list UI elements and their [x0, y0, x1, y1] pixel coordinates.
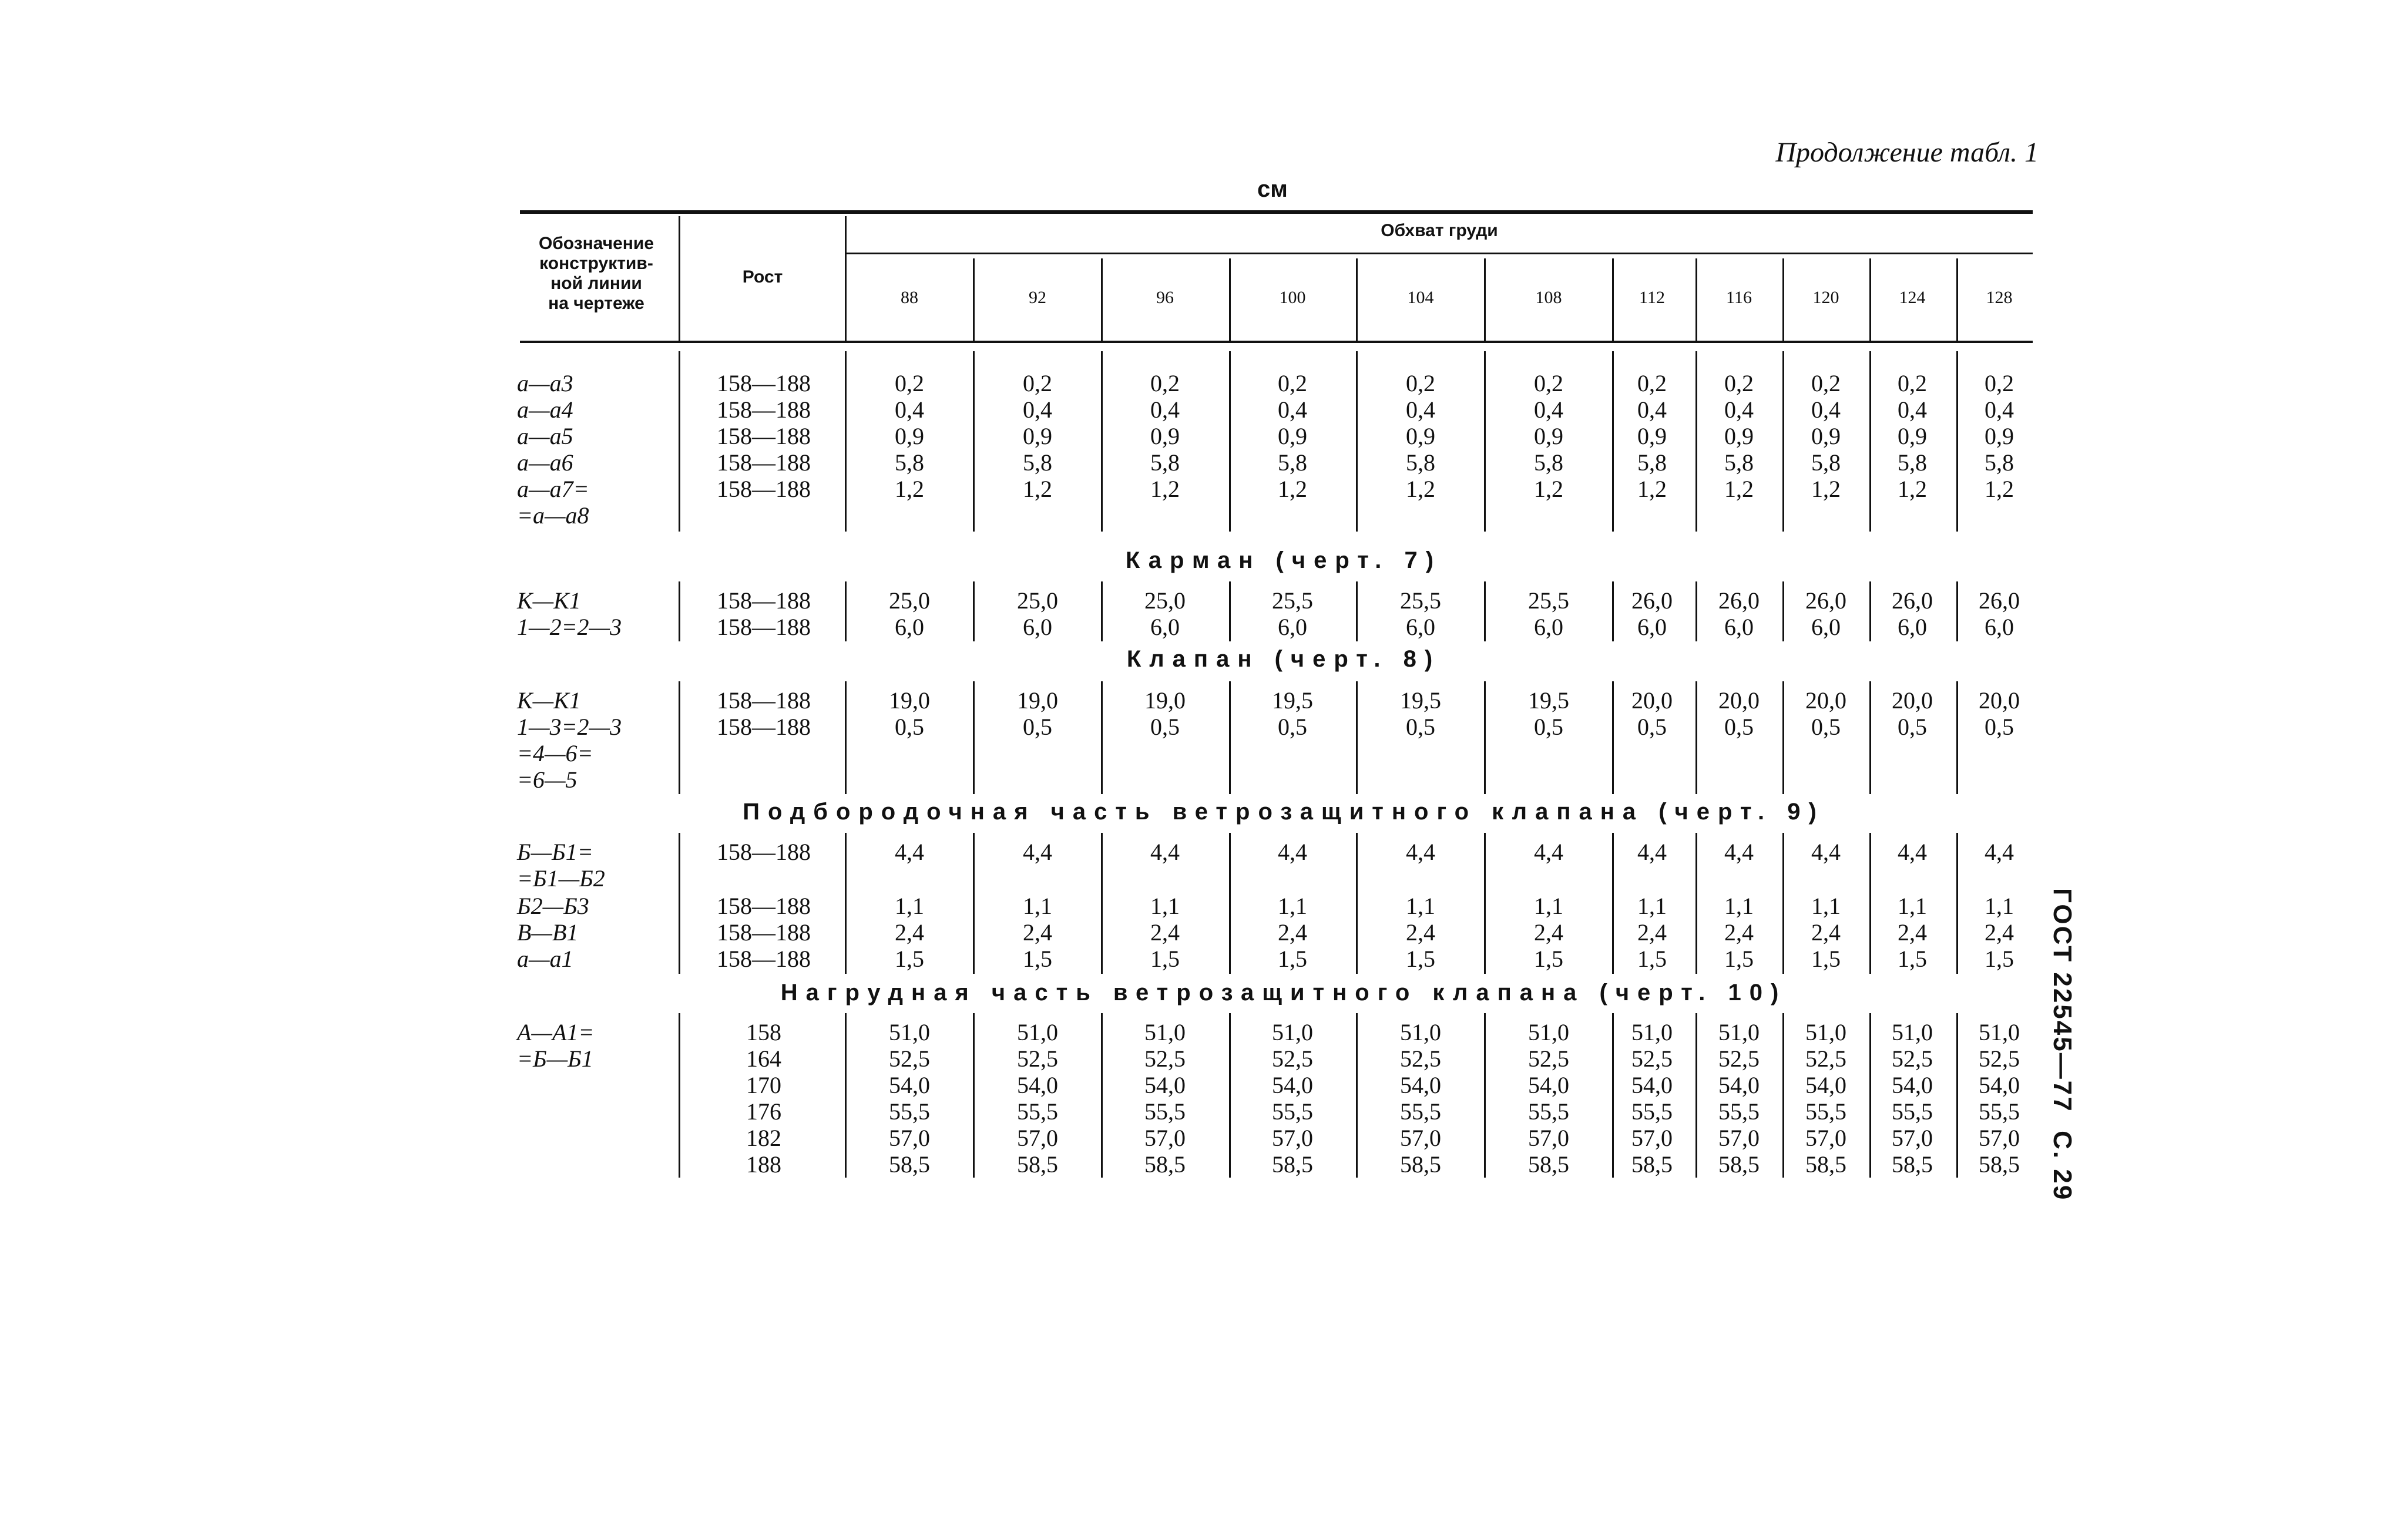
table-cell: 2,4 [1406, 919, 1435, 946]
table-cell: 0,5 [1637, 714, 1667, 740]
table-cell: 25,0 [1017, 587, 1058, 614]
header-vline [1782, 258, 1784, 341]
section-title: Клапан (черт. 8) [1126, 646, 1441, 672]
row-height: 158—188 [717, 893, 811, 919]
table-cell: 4,4 [1534, 839, 1563, 865]
body-vline [973, 1013, 975, 1178]
row-height: 158 164 170 176 182 188 [746, 1019, 781, 1178]
table-cell: 25,5 [1400, 587, 1441, 614]
table-cell: 1,5 [1534, 946, 1563, 972]
table-cell: 5,8 [1724, 449, 1754, 476]
table-cell: 0,4 [1023, 396, 1052, 423]
body-vline [1356, 581, 1358, 641]
row-designation: К—К1 [517, 587, 581, 614]
table-cell: 20,0 [1718, 687, 1760, 714]
body-vline [845, 833, 847, 974]
table-cell: 1,5 [1637, 946, 1667, 972]
table-cell: 4,4 [1724, 839, 1754, 865]
body-vline [973, 833, 975, 974]
table-cell: 0,5 [895, 714, 924, 740]
body-vline [1101, 581, 1103, 641]
table-cell: 1,1 [1637, 893, 1667, 919]
row-designation: К—К1 [517, 687, 581, 714]
table-cell: 0,5 [1724, 714, 1754, 740]
table-cell: 1,2 [1023, 476, 1052, 502]
table-cell: 0,4 [1406, 396, 1435, 423]
table-cell: 1,1 [1724, 893, 1754, 919]
header-vline [1869, 258, 1871, 341]
table-cell: 0,9 [1150, 423, 1180, 449]
table-cell: 0,9 [1985, 423, 2014, 449]
table-cell: 51,0 52,5 54,0 55,5 57,0 58,5 [1631, 1019, 1673, 1178]
header-vline [1956, 258, 1958, 341]
table-cell: 26,0 [1805, 587, 1846, 614]
table-cell: 26,0 [1979, 587, 2020, 614]
body-vline [1101, 1013, 1103, 1178]
body-vline [845, 681, 847, 794]
table-cell: 0,5 [1811, 714, 1841, 740]
body-vline [973, 581, 975, 641]
table-cell: 51,0 52,5 54,0 55,5 57,0 58,5 [889, 1019, 930, 1178]
table-cell: 0,2 [1534, 370, 1563, 396]
table-cell: 2,4 [1278, 919, 1307, 946]
table-cell: 1,5 [1898, 946, 1927, 972]
table-cell: 1,1 [1811, 893, 1841, 919]
body-vline [1101, 681, 1103, 794]
row-height: 158—188 [717, 449, 811, 476]
table-cell: 5,8 [1023, 449, 1052, 476]
header-vline [1695, 258, 1697, 341]
row-height: 158—188 [717, 423, 811, 449]
table-cell: 51,0 52,5 54,0 55,5 57,0 58,5 [1892, 1019, 1933, 1178]
table-cell: 2,4 [1637, 919, 1667, 946]
table-cell: 26,0 [1631, 587, 1673, 614]
row-designation: А—А1= =Б—Б1 [517, 1019, 595, 1072]
table-cell: 2,4 [1150, 919, 1180, 946]
row-designation: Б2—Б3 [517, 893, 589, 919]
table-cell: 0,4 [1278, 396, 1307, 423]
table-cell: 19,5 [1528, 687, 1569, 714]
row-height: 158—188 [717, 946, 811, 972]
row-designation: а—а7= =а—а8 [517, 476, 589, 529]
row-designation: В—В1 [517, 919, 579, 946]
table-cell: 5,8 [1811, 449, 1841, 476]
table-cell: 51,0 52,5 54,0 55,5 57,0 58,5 [1017, 1019, 1058, 1178]
designation-header-line: конструктив- [539, 254, 653, 273]
page-number: С. 29 [2048, 1131, 2077, 1202]
table-cell: 1,2 [1898, 476, 1927, 502]
body-vline [973, 351, 975, 532]
row-height: 158—188 [717, 476, 811, 502]
table-cell: 19,0 [1144, 687, 1186, 714]
table-cell: 1,1 [1150, 893, 1180, 919]
table-cell: 0,2 [1898, 370, 1927, 396]
table-cell: 1,5 [1023, 946, 1052, 972]
table-cell: 0,4 [1898, 396, 1927, 423]
row-height: 158—188 [717, 587, 811, 614]
table-cell: 2,4 [1898, 919, 1927, 946]
table-cell: 0,2 [1985, 370, 2014, 396]
body-vline [679, 581, 680, 641]
table-cell: 1,1 [1278, 893, 1307, 919]
table-cell: 20,0 [1892, 687, 1933, 714]
table-cell: 1,2 [1150, 476, 1180, 502]
table-cell: 6,0 [1406, 614, 1435, 640]
table-cell: 5,8 [1150, 449, 1180, 476]
table-cell: 0,4 [1150, 396, 1180, 423]
side-standard-label [2042, 888, 2077, 1202]
table-cell: 2,4 [1724, 919, 1754, 946]
row-height: 158—188 [717, 614, 811, 640]
table-cell: 51,0 52,5 54,0 55,5 57,0 58,5 [1144, 1019, 1186, 1178]
body-vline [1356, 1013, 1358, 1178]
table-cell: 0,2 [895, 370, 924, 396]
table-cell: 0,4 [1985, 396, 2014, 423]
body-vline [1484, 833, 1486, 974]
designation-header [520, 234, 673, 314]
row-designation: 1—3=2—3 =4—6= =6—5 [517, 714, 622, 793]
table-cell: 2,4 [1534, 919, 1563, 946]
table-cell: 1,2 [1637, 476, 1667, 502]
header-vline [973, 258, 975, 341]
row-height: 158—188 [717, 396, 811, 423]
table-cell: 26,0 [1892, 587, 1933, 614]
body-vline [679, 681, 680, 794]
row-designation: 1—2=2—3 [517, 614, 622, 640]
body-vline [1229, 581, 1231, 641]
body-vline [1356, 351, 1358, 532]
table-cell: 0,9 [1898, 423, 1927, 449]
unit-label: см [1257, 176, 1288, 202]
section-title: Подбородочная часть ветрозащитного клапана (черт. 9) [743, 799, 1825, 825]
body-vline [845, 1013, 847, 1178]
table-cell: 0,9 [1278, 423, 1307, 449]
body-vline [1229, 681, 1231, 794]
table-cell: 6,0 [1534, 614, 1563, 640]
chest-size-header: 92 [1029, 288, 1046, 307]
table-cell: 0,9 [1811, 423, 1841, 449]
table-cell: 0,4 [895, 396, 924, 423]
table-cell: 2,4 [1023, 919, 1052, 946]
table-cell: 5,8 [1278, 449, 1307, 476]
height-header: Рост [742, 267, 783, 287]
header-vline [1101, 258, 1103, 341]
row-designation: а—а1 [517, 946, 573, 972]
chest-size-header: 108 [1535, 288, 1562, 307]
table-cell: 26,0 [1718, 587, 1760, 614]
table-cell: 0,9 [1023, 423, 1052, 449]
table-cell: 0,9 [1724, 423, 1754, 449]
table-cell: 1,2 [895, 476, 924, 502]
table-cell: 1,5 [1811, 946, 1841, 972]
row-designation: а—а3 [517, 370, 573, 396]
table-cell: 51,0 52,5 54,0 55,5 57,0 58,5 [1400, 1019, 1441, 1178]
chest-size-header: 100 [1279, 288, 1306, 307]
table-cell: 1,1 [895, 893, 924, 919]
table-cell: 1,5 [1724, 946, 1754, 972]
table-cell: 4,4 [1406, 839, 1435, 865]
table-cell: 19,0 [889, 687, 930, 714]
table-cell: 25,5 [1528, 587, 1569, 614]
table-cell: 1,2 [1406, 476, 1435, 502]
table-cell: 51,0 52,5 54,0 55,5 57,0 58,5 [1805, 1019, 1846, 1178]
table-cell: 20,0 [1805, 687, 1846, 714]
table-cell: 0,2 [1811, 370, 1841, 396]
table-cell: 0,2 [1406, 370, 1435, 396]
body-vline [973, 681, 975, 794]
table-cell: 25,0 [889, 587, 930, 614]
table-cell: 0,9 [895, 423, 924, 449]
table-cell: 25,0 [1144, 587, 1186, 614]
table-cell: 1,5 [1406, 946, 1435, 972]
table-cell: 0,5 [1406, 714, 1435, 740]
table-cell: 1,5 [1278, 946, 1307, 972]
table-cell: 1,2 [1811, 476, 1841, 502]
chest-header: Обхват груди [1381, 221, 1498, 240]
table-cell: 0,4 [1724, 396, 1754, 423]
table-cell: 20,0 [1979, 687, 2020, 714]
table-cell: 0,9 [1534, 423, 1563, 449]
table-cell: 4,4 [1278, 839, 1307, 865]
table-cell: 1,2 [1278, 476, 1307, 502]
table-cell: 1,5 [1150, 946, 1180, 972]
chest-size-header: 124 [1899, 288, 1926, 307]
table-cell: 1,1 [1985, 893, 2014, 919]
table-cell: 0,5 [1150, 714, 1180, 740]
row-height: 158—188 [717, 919, 811, 946]
designation-header-line: Обозначение [538, 234, 654, 253]
table-caption: Продолжение табл. 1 [1775, 137, 2039, 168]
table-cell: 1,5 [1985, 946, 2014, 972]
table-cell: 0,5 [1278, 714, 1307, 740]
table-cell: 4,4 [1811, 839, 1841, 865]
table-cell: 0,2 [1278, 370, 1307, 396]
body-vline [1484, 581, 1486, 641]
row-height: 158—188 [717, 370, 811, 396]
table-cell: 4,4 [1898, 839, 1927, 865]
table-cell: 0,5 [1023, 714, 1052, 740]
row-designation: а—а4 [517, 396, 573, 423]
row-designation: Б—Б1= =Б1—Б2 [517, 839, 605, 892]
chest-size-header: 104 [1407, 288, 1434, 307]
chest-size-header: 88 [901, 288, 918, 307]
body-vline [1484, 351, 1486, 532]
designation-header-line: ной линии [550, 274, 642, 293]
body-vline [845, 351, 847, 532]
table-cell: 1,1 [1023, 893, 1052, 919]
table-cell: 1,2 [1724, 476, 1754, 502]
table-cell: 1,5 [895, 946, 924, 972]
table-cell: 6,0 [895, 614, 924, 640]
body-vline [679, 351, 680, 532]
table-cell: 2,4 [1985, 919, 2014, 946]
table-cell: 6,0 [1898, 614, 1927, 640]
row-height: 158—188 [717, 687, 811, 714]
header-vline [1356, 258, 1358, 341]
chest-size-header: 116 [1726, 288, 1752, 307]
table-cell: 4,4 [1023, 839, 1052, 865]
standard-number: ГОСТ 22545—77 [2048, 888, 2077, 1113]
table-cell: 51,0 52,5 54,0 55,5 57,0 58,5 [1979, 1019, 2020, 1178]
chest-size-header: 112 [1639, 288, 1665, 307]
row-height: 158—188 [717, 714, 811, 740]
table-cell: 0,4 [1534, 396, 1563, 423]
table-cell: 6,0 [1811, 614, 1841, 640]
table-cell: 6,0 [1985, 614, 2014, 640]
table-cell: 0,9 [1406, 423, 1435, 449]
chest-size-header: 120 [1812, 288, 1839, 307]
body-vline [1229, 833, 1231, 974]
table-cell: 4,4 [1985, 839, 2014, 865]
body-vline [1356, 833, 1358, 974]
table-cell: 0,2 [1150, 370, 1180, 396]
table-cell: 0,5 [1534, 714, 1563, 740]
body-vline [1101, 833, 1103, 974]
table-cell: 0,5 [1898, 714, 1927, 740]
table-cell: 6,0 [1724, 614, 1754, 640]
chest-size-header: 128 [1986, 288, 2013, 307]
table-cell: 19,0 [1017, 687, 1058, 714]
table-cell: 6,0 [1150, 614, 1180, 640]
body-vline [845, 581, 847, 641]
table-cell: 5,8 [1406, 449, 1435, 476]
table-cell: 25,5 [1272, 587, 1313, 614]
table-cell: 6,0 [1023, 614, 1052, 640]
header-top-rule [520, 210, 2033, 214]
row-height: 158—188 [717, 839, 811, 865]
table-cell: 0,5 [1985, 714, 2014, 740]
table-cell: 19,5 [1400, 687, 1441, 714]
body-vline [1356, 681, 1358, 794]
chest-size-header: 96 [1156, 288, 1174, 307]
body-vline [1484, 1013, 1486, 1178]
row-designation: а—а5 [517, 423, 573, 449]
table-cell: 1,1 [1898, 893, 1927, 919]
table-cell: 51,0 52,5 54,0 55,5 57,0 58,5 [1528, 1019, 1569, 1178]
table-cell: 5,8 [1637, 449, 1667, 476]
chest-header-rule [846, 253, 2033, 254]
table-cell: 1,2 [1985, 476, 2014, 502]
table-cell: 5,8 [1534, 449, 1563, 476]
table-cell: 2,4 [1811, 919, 1841, 946]
table-cell: 5,8 [1898, 449, 1927, 476]
table-cell: 0,2 [1724, 370, 1754, 396]
table-cell: 0,9 [1637, 423, 1667, 449]
body-vline [1229, 1013, 1231, 1178]
header-vline [1612, 258, 1614, 341]
table-cell: 5,8 [1985, 449, 2014, 476]
table-cell: 20,0 [1631, 687, 1673, 714]
table-cell: 1,1 [1534, 893, 1563, 919]
body-vline [1101, 351, 1103, 532]
body-vline [1229, 351, 1231, 532]
table-cell: 4,4 [1637, 839, 1667, 865]
header-vline [1229, 258, 1231, 341]
table-cell: 2,4 [895, 919, 924, 946]
table-cell: 0,4 [1811, 396, 1841, 423]
body-vline [679, 1013, 680, 1178]
table-cell: 6,0 [1278, 614, 1307, 640]
table-cell: 0,2 [1023, 370, 1052, 396]
table-cell: 51,0 52,5 54,0 55,5 57,0 58,5 [1718, 1019, 1760, 1178]
table-cell: 51,0 52,5 54,0 55,5 57,0 58,5 [1272, 1019, 1313, 1178]
table-cell: 4,4 [1150, 839, 1180, 865]
section-title: Карман (черт. 7) [1125, 547, 1442, 573]
table-cell: 0,4 [1637, 396, 1667, 423]
table-cell: 5,8 [895, 449, 924, 476]
table-cell: 19,5 [1272, 687, 1313, 714]
table-cell: 1,2 [1534, 476, 1563, 502]
row-designation: а—а6 [517, 449, 573, 476]
body-vline [1484, 681, 1486, 794]
header-vline [1484, 258, 1486, 341]
table-cell: 0,2 [1637, 370, 1667, 396]
table-cell: 1,1 [1406, 893, 1435, 919]
header-bottom-rule [520, 341, 2033, 343]
table-cell: 4,4 [895, 839, 924, 865]
designation-header-line: на чертеже [548, 294, 644, 313]
section-title: Нагрудная часть ветрозащитного клапана (черт. 10) [780, 980, 1787, 1006]
body-vline [679, 833, 680, 974]
table-cell: 6,0 [1637, 614, 1667, 640]
